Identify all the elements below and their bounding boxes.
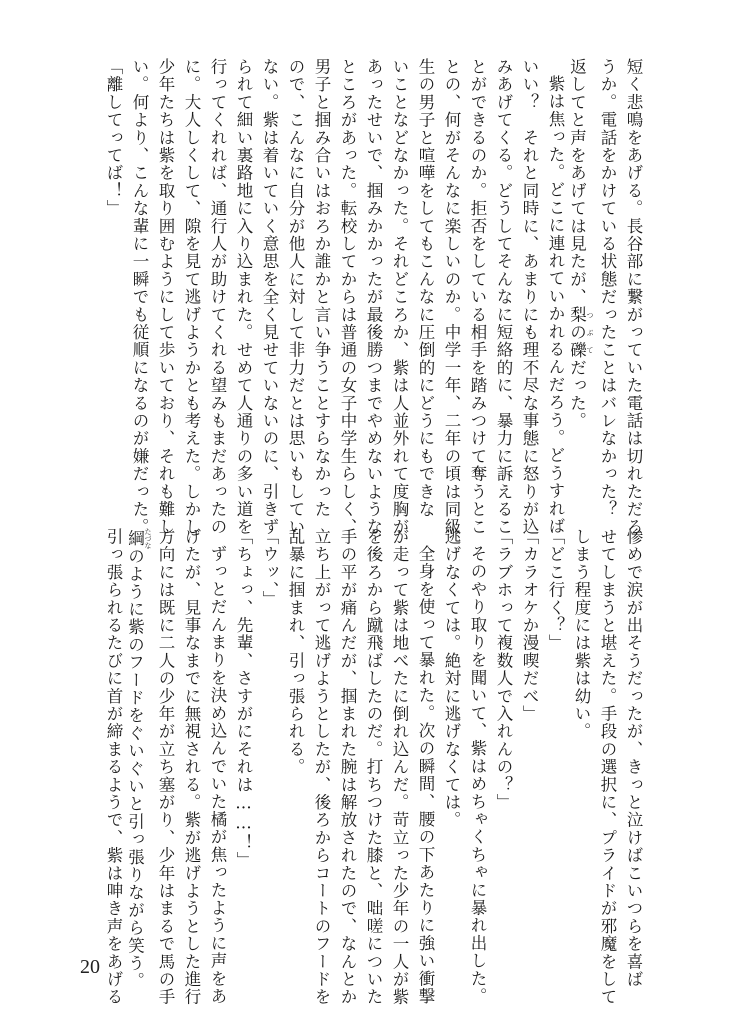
- text-column: られて細い裏路地に入り込まれた。せめて人通りの多い道を: [234, 58, 253, 536]
- text-column: との、何がそんなに楽しいのか。中学一年、二年の頃は同級: [442, 58, 461, 536]
- ruby-text: つぶて: [586, 305, 594, 359]
- dialogue-column: 「カラオケか漫喫だべ」: [520, 528, 539, 723]
- dialogue-column: 「ちょっ、先輩、さすがにそれは……！」: [234, 528, 253, 870]
- text-column: ところがあった。転校してからは普通の女子中学生らしく、: [338, 58, 357, 536]
- text-column: [204, 528, 230, 1006]
- text-column: 乱暴に掴まれ、引っ張られる。: [286, 528, 305, 776]
- text-column: あったせいで、掴みかかったが最後勝つまでやめないような: [364, 58, 383, 536]
- text-column: げたが、見事なまでに無視される。紫が逃げようとした進行: [182, 528, 201, 1006]
- text-column: ない。紫は着いていく意思を全く見せていないのに、引きず: [260, 58, 279, 536]
- dialogue-column: 「離してってば！」: [104, 58, 123, 218]
- text-segment: ずっとだんまりを決め込んでいた橘が焦ったように声をあ: [208, 545, 227, 1006]
- text-column: 引っ張られるたびに首が締まるようで、紫は呻き声をあげる: [104, 528, 123, 1006]
- text-column: い。何より、こんな輩に一瞬でも従順になるのが嫌だった。: [130, 58, 149, 536]
- dialogue-column: 「ウッ、」: [260, 528, 279, 609]
- text-column: 惨めで涙が出そうだったが、きっと泣けばこいつらを喜ば: [624, 528, 643, 989]
- text-segment: 全身を使って暴れた。次の瞬間、腰の下あたりに強い衝撃: [416, 545, 435, 1006]
- ruby-text: たづな: [144, 528, 152, 549]
- text-segment: 返してと声をあげては見たが、: [567, 58, 587, 306]
- text-column: が走って紫は地べたに倒れ込んだ。苛立った少年の一人が紫: [390, 528, 409, 1006]
- text-column: みあげてくる。どうしてそんなに短絡的に、暴力に訴えるこ: [494, 58, 513, 536]
- text-segment: だった。: [567, 358, 587, 430]
- text-column: 生の男子と喧嘩をしてもこんなに圧倒的にどうにもできな: [416, 58, 435, 519]
- text-column: うか。電話をかけている状態だったことはバレなかった？: [598, 58, 617, 519]
- text-column: 少年たちは紫を取り囲むようにして歩いており、それも難し: [156, 58, 175, 536]
- ruby-base: 綱: [125, 528, 145, 549]
- ruby-base: 梨の礫: [567, 305, 587, 359]
- text-column: 行ってくれれば、通行人が助けてくれる望みもまだあったの: [208, 58, 227, 536]
- dialogue-column: 「どこ行く？」: [546, 528, 565, 652]
- lower-text-block: [100, 528, 646, 1006]
- page-number: 20: [80, 956, 100, 978]
- text-column: 手の平が痛んだが、掴まれた腕は解放されたので、なんとか: [338, 528, 357, 1006]
- text-column: 立ち上がって逃げようとしたが、後ろからコートのフードを: [312, 528, 331, 1006]
- text-column: 短く悲鳴をあげる。長谷部に繋がっていた電話は切れただろ: [624, 58, 643, 536]
- text-column: 逃げなくては。絶対に逃げなくては。: [442, 528, 461, 829]
- text-column: に。大人しくして、隙を見て逃げようかとも考えた。しかし: [182, 58, 201, 536]
- text-column: せてしまうと堪えた。手段の選択に、プライドが邪魔をして: [598, 528, 617, 1006]
- text-segment: 紫は焦った。どこに連れていかれるんだろう。どうすれば: [546, 75, 565, 536]
- text-column: を後ろから蹴飛ばしたのだ。打ちつけた膝と、咄嗟についた: [364, 528, 383, 1006]
- ruby-annotation: [125, 528, 152, 549]
- text-column: ので、こんなに自分が他人に対して非力だとは思いもしてい: [286, 58, 305, 536]
- text-column: しまう程度には紫は幼い。: [572, 528, 591, 741]
- text-column: いことなどなかった。それどころか、紫は人並外れて度胸が: [390, 58, 409, 536]
- text-segment: のように紫のフードをぐいぐいと引っ張りながら笑う。: [125, 547, 145, 990]
- text-column: とができるのか。拒否をしている相手を踏みつけて奪うとこ: [468, 58, 487, 536]
- upper-text-block: [100, 58, 646, 536]
- text-column: [412, 528, 438, 1006]
- text-segment: そのやり取りを聞いて、紫はめちゃくちゃに暴れ出した。: [468, 545, 487, 1006]
- text-column: [464, 528, 490, 1006]
- text-column-with-ruby: [568, 58, 594, 508]
- text-column: 男子と掴み合いはおろか誰かと言い争うことすらなかった: [312, 58, 331, 519]
- dialogue-column: 「ラブホって複数人で入れんの？」: [494, 528, 513, 812]
- ruby-annotation: [567, 305, 594, 359]
- text-column-with-ruby: [125, 528, 152, 990]
- text-column: いい？ それと同時に、あまりにも理不尽な事態に怒りが込: [520, 58, 539, 536]
- text-column: 方向には既に二人の少年が立ち塞がり、少年はまるで馬の手: [156, 528, 175, 1006]
